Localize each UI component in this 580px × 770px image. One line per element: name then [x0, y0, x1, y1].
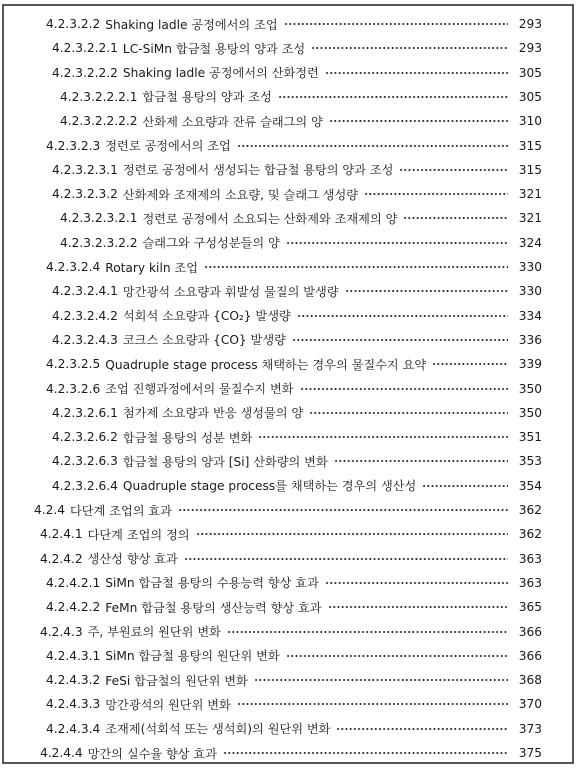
- dot-leader: [329, 115, 508, 127]
- toc-title: Quadruple stage process 채택하는 경우의 물질수지 요약: [105, 357, 427, 372]
- toc-entry: [52, 62, 572, 84]
- dot-leader: [254, 674, 508, 686]
- toc-page-number: 310: [518, 114, 542, 129]
- toc-number: 4.2.4.2: [40, 551, 83, 566]
- toc-title: 생산성 향상 효과: [87, 552, 178, 567]
- toc-title: 정련로 공정에서의 조업: [105, 139, 231, 153]
- dot-leader: [196, 528, 508, 540]
- toc-title: 코크스 소요량과 {CO} 발생량: [122, 333, 286, 348]
- toc-page-number: 366: [518, 648, 542, 663]
- dot-leader: [297, 310, 508, 322]
- toc-title: 슬래그와 구성성분들의 양: [142, 236, 280, 251]
- dot-leader: [432, 358, 508, 370]
- toc-page-number: 370: [518, 697, 542, 712]
- toc-entry: [52, 159, 572, 181]
- dot-leader: [422, 480, 508, 492]
- dot-leader: [325, 577, 508, 589]
- toc-number: 4.2.4.4: [40, 746, 83, 760]
- toc-number: 4.2.4.3.1: [46, 648, 101, 663]
- toc-number: 4.2.3.2.2.2: [52, 65, 118, 80]
- toc-entry: [52, 426, 572, 448]
- toc-title: 정련로 공정에서 생성되는 합금철 용탕의 양과 조성: [122, 163, 394, 178]
- toc-entry: [46, 693, 572, 715]
- toc-number: 4.2.3.2.6.4: [52, 478, 118, 493]
- toc-title: Shaking ladle 공정에서의 조업: [105, 17, 278, 32]
- toc-page-number: 293: [518, 41, 542, 56]
- toc-entry: [52, 475, 572, 497]
- toc-number: 4.2.4.1: [40, 527, 83, 542]
- toc-title: 망간광석의 원단위 변화: [105, 697, 231, 712]
- toc-page-number: 315: [518, 138, 542, 153]
- toc-title: 산화제와 조재제의 소요량, 및 슬래그 생성량: [122, 187, 359, 202]
- dot-leader: [336, 723, 508, 735]
- toc-number: 4.2.3.2.4.3: [52, 332, 118, 347]
- dot-leader: [178, 504, 508, 516]
- dot-leader: [309, 407, 508, 419]
- toc-page-number: 373: [518, 721, 542, 736]
- toc-number: 4.2.3.2.3.2.2: [60, 235, 138, 250]
- toc-title: LC-SiMn 합금철 용탕의 양과 조성: [122, 41, 306, 56]
- toc-page-number: 321: [518, 211, 542, 226]
- toc-number: 4.2.3.2.4.1: [52, 284, 118, 299]
- dot-leader: [311, 42, 508, 54]
- toc-title: 다단계 조업의 효과: [70, 503, 172, 518]
- toc-page-number: 330: [518, 284, 542, 299]
- dot-leader: [284, 18, 508, 30]
- dot-leader: [184, 553, 508, 565]
- toc-entry: [52, 450, 572, 472]
- toc-number: 4.2.3.2.4: [46, 260, 101, 274]
- toc-page-number: 339: [518, 357, 542, 372]
- toc-title: FeMn 합금철 용탕의 생산능력 향상 효과: [105, 600, 322, 615]
- toc-entry: [46, 718, 572, 740]
- toc-number: 4.2.3.2.6.3: [52, 454, 118, 469]
- toc-number: 4.2.4.3.2: [46, 673, 101, 688]
- toc-page-number: 353: [518, 454, 542, 469]
- toc-number: 4.2.3.2.3.1: [52, 162, 118, 177]
- toc-title: Rotary kiln 조업: [105, 260, 198, 275]
- dot-leader: [286, 237, 508, 249]
- toc-title: Quadruple stage process를 채택하는 경우의 생산성: [122, 479, 417, 494]
- toc-number: 4.2.3.2.3.2: [52, 187, 118, 202]
- toc-entry: [40, 742, 572, 764]
- toc-page-number: 362: [518, 503, 542, 517]
- toc-entry: [52, 280, 572, 302]
- toc-number: 4.2.4.3.4: [46, 721, 101, 736]
- toc-number: 4.2.4.3.3: [46, 697, 101, 712]
- toc-title: 조업 진행과정에서의 물질수지 변화: [105, 382, 294, 396]
- toc-page-number: 375: [518, 746, 542, 760]
- toc-number: 4.2.3.2.5: [46, 357, 101, 372]
- toc-entry: [52, 37, 572, 59]
- dot-leader: [237, 140, 508, 152]
- toc-title: 석회석 소요량과 {CO₂} 발생량: [122, 309, 291, 324]
- dot-leader: [403, 212, 508, 224]
- toc-number: 4.2.4: [34, 503, 66, 517]
- toc-page-number: 365: [518, 600, 542, 615]
- dot-leader: [223, 747, 508, 759]
- dot-leader: [278, 91, 508, 103]
- toc-title: 첨가제 소요량과 반응 생성물의 양: [122, 406, 304, 421]
- toc-title: Shaking ladle 공정에서의 산화정련: [122, 66, 319, 81]
- toc-title: SiMn 합금철 용탕의 수용능력 향상 효과: [105, 576, 319, 591]
- toc-title: SiMn 합금철 용탕의 원단위 변화: [105, 649, 280, 664]
- dot-leader: [399, 164, 508, 176]
- toc-number: 4.2.3.2.2.2.2: [60, 114, 138, 129]
- toc-title: 망간의 실수율 향상 효과: [87, 746, 217, 761]
- toc-number: 4.2.3.2.2: [46, 17, 101, 31]
- page-frame: [2, 4, 574, 764]
- toc-number: 4.2.3.2.2.1: [52, 41, 118, 56]
- toc-number: 4.2.4.3: [40, 624, 83, 639]
- toc-title: 다단계 조업의 정의: [87, 527, 190, 542]
- toc-entry: [40, 621, 572, 643]
- dot-leader: [258, 431, 508, 443]
- dot-leader: [345, 285, 508, 297]
- toc-page-number: 315: [518, 162, 542, 177]
- toc-page-number: 324: [518, 235, 542, 250]
- toc-number: 4.2.3.2.3: [46, 138, 101, 153]
- toc-page-number: 350: [518, 405, 542, 420]
- dot-leader: [328, 601, 508, 613]
- toc-entry: [60, 86, 572, 108]
- toc-page-number: 351: [518, 430, 542, 445]
- toc-title: 합금철 용탕의 성분 변화: [122, 430, 253, 445]
- toc-page-number: 334: [518, 308, 542, 323]
- toc-entry: [40, 548, 572, 570]
- toc-number: 4.2.3.2.3.2.1: [60, 211, 138, 226]
- dot-leader: [227, 626, 508, 638]
- toc-page-number: 366: [518, 624, 542, 639]
- toc-number: 4.2.3.2.2.2.1: [60, 89, 138, 104]
- toc-entry: [52, 329, 572, 351]
- toc-title: 합금철 용탕의 양과 조성: [142, 90, 272, 105]
- toc-title: 합금철 용탕의 양과 [Si] 산화량의 변화: [122, 454, 328, 469]
- toc-number: 4.2.3.2.4.2: [52, 308, 118, 323]
- toc-entry: [40, 523, 572, 545]
- toc-page-number: 321: [518, 187, 542, 202]
- toc-entry: [60, 110, 572, 132]
- dot-leader: [204, 261, 508, 273]
- toc-entry: [46, 256, 572, 278]
- toc-number: 4.2.3.2.6.1: [52, 405, 118, 420]
- toc-entry: [46, 645, 572, 667]
- toc-page-number: 293: [518, 17, 542, 31]
- toc-entry: [52, 402, 572, 424]
- toc-page-number: 363: [518, 575, 542, 590]
- toc-title: 망간광석 소요량과 휘발성 물질의 발생량: [122, 284, 339, 299]
- dot-leader: [286, 650, 508, 662]
- toc-number: 4.2.3.2.6: [46, 381, 101, 396]
- toc-page-number: 330: [518, 260, 542, 274]
- toc-number: 4.2.4.2.1: [46, 575, 101, 590]
- toc-page-number: 354: [518, 478, 542, 493]
- toc-entry: [46, 572, 572, 594]
- toc-title: FeSi 합금철의 원단위 변화: [105, 673, 248, 688]
- dot-leader: [325, 67, 508, 79]
- toc-entry: [52, 305, 572, 327]
- toc-entry: [46, 353, 572, 375]
- toc-entry: [60, 207, 572, 229]
- dot-leader: [292, 334, 508, 346]
- toc-entry: [46, 378, 572, 400]
- dot-leader: [364, 188, 508, 200]
- toc-page-number: 305: [518, 89, 542, 104]
- dot-leader: [334, 455, 508, 467]
- toc-page-number: 362: [518, 527, 542, 542]
- toc-entry: [46, 669, 572, 691]
- toc-page-number: 363: [518, 551, 542, 566]
- toc-page-number: 368: [518, 673, 542, 688]
- toc-title: 정련로 공정에서 소요되는 산화제와 조재제의 양: [142, 211, 398, 226]
- toc-entry: [60, 232, 572, 254]
- dot-leader: [237, 698, 508, 710]
- toc-entry: [46, 135, 572, 157]
- toc-title: 조재제(석회석 또는 생석회)의 원단위 변화: [105, 722, 331, 737]
- toc-number: 4.2.3.2.6.2: [52, 430, 118, 445]
- dot-leader: [300, 383, 509, 395]
- toc-entry: [34, 499, 572, 521]
- toc-page-number: 350: [518, 381, 542, 396]
- toc-page-number: 305: [518, 65, 542, 80]
- toc-entry: [46, 13, 572, 35]
- toc-entry: [46, 596, 572, 618]
- toc-page-number: 336: [518, 332, 542, 347]
- toc-number: 4.2.4.2.2: [46, 600, 101, 615]
- toc-title: 주, 부원료의 원단위 변화: [87, 625, 221, 639]
- toc-title: 산화제 소요량과 잔류 슬래그의 양: [142, 114, 323, 129]
- toc-entry: [52, 183, 572, 205]
